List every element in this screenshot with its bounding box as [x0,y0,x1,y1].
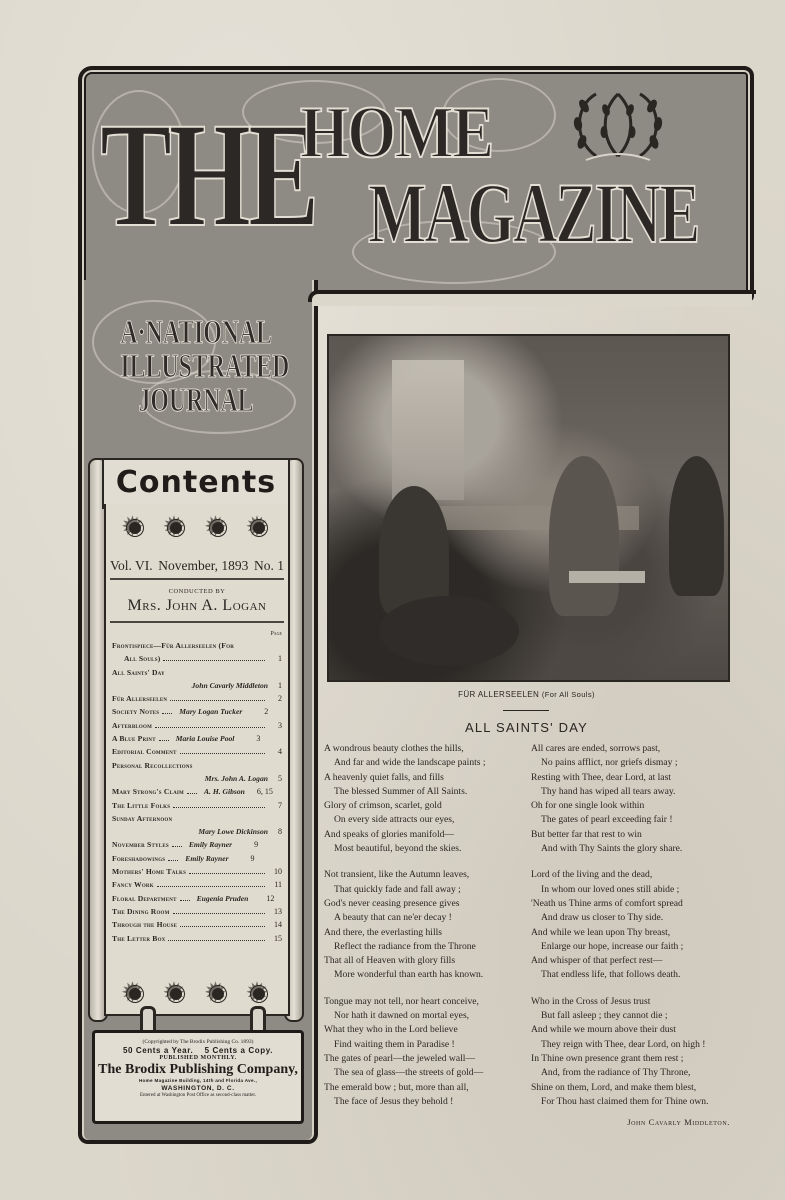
toc-dot-leader [180,900,190,901]
toc-dot-leader [168,940,265,941]
subtitle-line: A·NATIONAL [120,314,273,351]
toc-entry [112,812,282,825]
toc-entry-author: A. H. Gibson [203,787,245,797]
conducted-by-label: CONDUCTED BY [168,588,226,595]
toc-entry [112,918,282,931]
poem-line: A wondrous beauty clothes the hills, [324,743,464,754]
toc-entry-page: 11 [274,880,282,890]
toc-dot-leader [180,753,265,754]
toc-entry-author: Maria Louise Pool [175,734,235,744]
toc-entry-title: Mothers' Home Talks [112,867,187,877]
sun-ornament-row [106,970,288,1006]
poem-line: In whom our loved ones still abide ; [541,883,680,895]
poem-line: And speaks of glories manifold— [324,828,455,840]
toc-entry-page: 12 [266,893,275,903]
poem-line: And with Thy Saints the glory share. [541,843,683,855]
poem-line: Lord of the living and the dead, [531,869,653,881]
toc-entry-title: Personal Recollections [112,760,193,770]
poem-column-right [531,742,736,1121]
poem-line: But fall asleep ; they cannot die ; [541,1010,668,1022]
poem-line: Who in the Cross of Jesus trust [531,995,651,1007]
poem-line: And while we lean upon Thy breast, [531,926,671,938]
poem-line: Nor hath it dawned on mortal eyes, [334,1010,470,1022]
poem-line: Find waiting them in Paradise ! [334,1038,455,1050]
sun-ornament-icon [206,982,230,1006]
subtitle-line: JOURNAL [138,382,254,419]
poem-line: The blessed Summer of All Saints. [334,785,468,797]
publisher-city: WASHINGTON, D. C. [161,1085,235,1092]
poem-line: No pains afflict, nor griefs dismay ; [541,757,678,769]
poem-stanza [324,868,529,982]
toc-dot-leader [172,846,182,847]
toc-entry [112,878,282,891]
poem-line: A heavenly quiet falls, and fills [324,771,444,783]
toc-dot-leader [173,913,265,914]
sun-ornament-icon [247,516,271,540]
issue-line [110,558,284,580]
poem-line: And there, the everlasting hills [324,926,443,938]
toc-entry-title: Sunday Afternoon [112,813,173,823]
toc-entry [112,679,282,692]
poem-line: Most beautiful, beyond the skies. [334,843,462,855]
illustration-caption [327,690,726,699]
toc-entry [112,772,282,785]
page-column-header: Page [270,631,282,637]
toc-entry-title: November Styles [112,840,169,850]
subtitle-line: ILLUSTRATED [120,348,290,385]
toc-entry-title: Foreshadowings [112,853,166,863]
toc-entry-title: Afterbloom [112,720,152,730]
sun-ornament-icon [123,982,147,1006]
poem-line: On every side attracts our eyes, [334,814,455,826]
poem-line: That all of Heaven with glory fills [324,955,456,967]
toc-entry-author: Mary Lowe Dickinson [198,827,268,837]
toc-entry [112,692,282,705]
toc-entry-page: 9 [250,853,255,863]
price-per-year: 50 Cents a Year. [122,1046,194,1055]
poem-author: John Cavarly Middleton. [627,1117,730,1127]
poem-line: For Thou hast claimed them for Thine own. [541,1095,709,1107]
toc-entry-title: Floral Department [112,893,177,903]
illustration-stool [569,571,645,583]
poem-line: That endless life, that follows death. [541,969,681,981]
poem-line: Glory of crimson, scarlet, gold [324,800,442,812]
toc-entry-page: 7 [278,800,282,810]
illustration-basket [379,596,519,666]
poem-stanza [324,742,529,856]
issue-date: November, 1893 [158,558,249,573]
sun-ornament-icon [164,516,188,540]
poem-line: The gates of pearl—the jeweled wall— [324,1052,476,1064]
contents-heading: Contents [115,465,277,500]
toc-entry-page: 5 [278,773,282,783]
toc-entry-title: The Dining Room [112,906,170,916]
poem-line: And, from the radiance of Thy Throne, [541,1067,691,1079]
table-of-contents [112,639,282,945]
toc-entry-page: 6, 15 [256,787,273,797]
toc-entry-page: 8 [278,827,282,837]
toc-entry [112,745,282,758]
toc-entry [112,639,282,652]
toc-entry-title: A Blue Print [112,734,156,744]
toc-entry-title: Mary Strong's Claim [112,787,184,797]
toc-entry [112,666,282,679]
poem-line: Thy hand has wiped all tears away. [541,785,676,797]
poem-stanza [531,868,736,982]
toc-entry-page: 2 [264,707,269,717]
poem-line: And whisper of that perfect rest— [531,955,663,967]
toc-entry-title: Frontispiece—Für Allerseelen (For [112,641,235,650]
poem-line: Oh for one single look within [531,800,645,812]
sun-ornament-icon [206,516,230,540]
editor-name: Mrs. John A. Logan [110,597,284,623]
toc-entry-title: Through the House [112,920,178,930]
poem-line: What they who in the Lord believe [324,1024,458,1036]
toc-entry-title: The Letter Box [112,933,166,943]
toc-entry-author: Eugenia Pruden [196,893,249,903]
poem-line: All cares are ended, sorrows past, [531,743,661,754]
toc-entry-title: Society Notes [112,707,160,717]
toc-entry [112,785,282,798]
sun-ornament-icon [164,982,188,1006]
title-magazine: MAGAZINE [368,165,699,261]
postal-notice: Entered at Washington Post Office as second-class matter. [139,1093,257,1098]
toc-dot-leader [157,886,265,887]
toc-entry-author: John Cavarly Middleton [191,680,268,690]
contents-banner [102,458,290,509]
publisher-plate [92,1030,304,1124]
toc-entry [112,905,282,918]
toc-dot-leader [155,727,265,728]
poem-line: And far and wide the landscape paints ; [334,757,486,769]
toc-entry [112,825,282,838]
poem-line: The emerald bow ; but, more than all, [324,1081,469,1093]
toc-dot-leader [187,793,197,794]
masthead-subtitle [88,316,304,418]
toc-entry [112,799,282,812]
toc-dot-leader [189,873,265,874]
toc-entry [112,759,282,772]
poem-line: But better far that rest to win [531,828,642,840]
poem-line: They reign with Thee, dear Lord, on high ! [541,1038,706,1050]
toc-entry-author: Mary Logan Tucker [179,707,243,717]
frontispiece-illustration [327,334,730,682]
toc-entry-author: Emily Rayner [185,853,229,863]
poem-line: And draw us closer to Thy side. [541,912,664,924]
toc-entry-page: 3 [256,734,261,744]
toc-dot-leader [173,807,265,808]
poem-line: The face of Jesus they behold ! [334,1095,454,1107]
poem-line: And while we mourn above their dust [531,1024,676,1036]
poem-line: Resting with Thee, dear Lord, at last [531,771,671,783]
caption-subtitle: (For All Souls) [541,690,595,699]
toc-entry [112,892,282,905]
poem-title: ALL SAINTS' DAY [464,720,589,735]
toc-entry [112,652,282,665]
poem-line: Shine on them, Lord, and make them blest, [531,1081,697,1093]
poem-line: In Thine own presence grant them rest ; [531,1052,684,1064]
title-the: THE [100,92,316,258]
poem-line: Reflect the radiance from the Throne [334,940,476,952]
poem-line: A beauty that can ne'er decay ! [334,912,452,924]
toc-dot-leader [168,860,178,861]
poem-line: Tongue may not tell, nor heart conceive, [324,995,479,1007]
toc-entry-page: 14 [274,920,282,930]
toc-entry-page: 3 [278,720,282,730]
toc-entry [112,719,282,732]
poem-column-left [324,742,529,1121]
sun-ornament-icon [247,982,271,1006]
toc-dot-leader [170,700,265,701]
toc-entry [112,838,282,851]
toc-entry-page: 13 [274,906,282,916]
publisher-name: The Brodix Publishing Company, [98,1062,298,1077]
toc-entry-title: All Saints' Day [112,667,165,677]
toc-entry [112,705,282,718]
poem-stanza [531,995,736,1109]
poem-stanza [324,995,529,1109]
illustration-figure [549,456,619,616]
poem-line: 'Neath us Thine arms of comfort spread [531,897,683,909]
toc-entry-title: All Souls) [124,654,161,664]
poem-line: Not transient, like the Autumn leaves, [324,869,470,881]
toc-entry-page: 2 [278,694,282,704]
toc-entry-page: 10 [274,867,282,877]
poem-line: The gates of pearl exceeding fair ! [541,814,673,826]
toc-entry-page: 4 [278,747,282,757]
issue-number: No. 1 [254,558,284,573]
publisher-address: Home Magazine Building, 14th and Florida Ave., [138,1078,258,1083]
illustration-figure [669,456,724,596]
poem-line: Enlarge our hope, increase our faith ; [541,940,684,952]
toc-dot-leader [162,713,172,714]
contents-panel [104,504,290,1016]
poem-line: That quickly fade and fall away ; [334,883,461,895]
poem-stanza [531,742,736,856]
poem-line: More wonderful than earth has known. [334,969,484,981]
toc-entry-author: Emily Rayner [188,840,233,850]
illustration-window [392,360,464,500]
volume: Vol. VI. [110,558,153,573]
toc-entry [112,932,282,945]
price-per-copy: 5 Cents a Copy. [204,1046,274,1055]
toc-entry [112,865,282,878]
toc-entry-page: 9 [254,840,259,850]
toc-dot-leader [163,660,265,661]
poem-line: God's never ceasing presence gives [324,897,460,909]
toc-entry [112,852,282,865]
copyright-notice: (Copyrighted by The Brodix Publishing Co. 1893) [142,1039,254,1045]
caption-divider [503,710,549,711]
toc-dot-leader [159,740,169,741]
price-line [95,1046,301,1055]
toc-entry [112,732,282,745]
toc-entry-title: The Little Folks [112,800,171,810]
toc-entry-title: Fancy Work [112,880,154,890]
toc-entry-page: 1 [278,680,282,690]
publication-frequency: PUBLISHED MONTHLY. [159,1055,237,1061]
poem-line: The sea of glass—the streets of gold— [334,1067,484,1079]
title-home: HOME [300,92,493,174]
toc-entry-title: Editorial Comment [112,747,177,757]
caption-title: FÜR ALLERSEELEN [458,690,540,699]
sun-ornament-row [106,504,288,540]
laurel-wreath-icon [566,86,670,166]
toc-entry-page: 1 [278,654,282,664]
toc-entry-title: Für Allerseelen [112,694,168,704]
toc-entry-page: 15 [274,933,282,943]
masthead-notch-border [308,290,756,302]
sun-ornament-icon [123,516,147,540]
toc-entry-author: Mrs. John A. Logan [204,773,268,783]
toc-dot-leader [180,926,265,927]
